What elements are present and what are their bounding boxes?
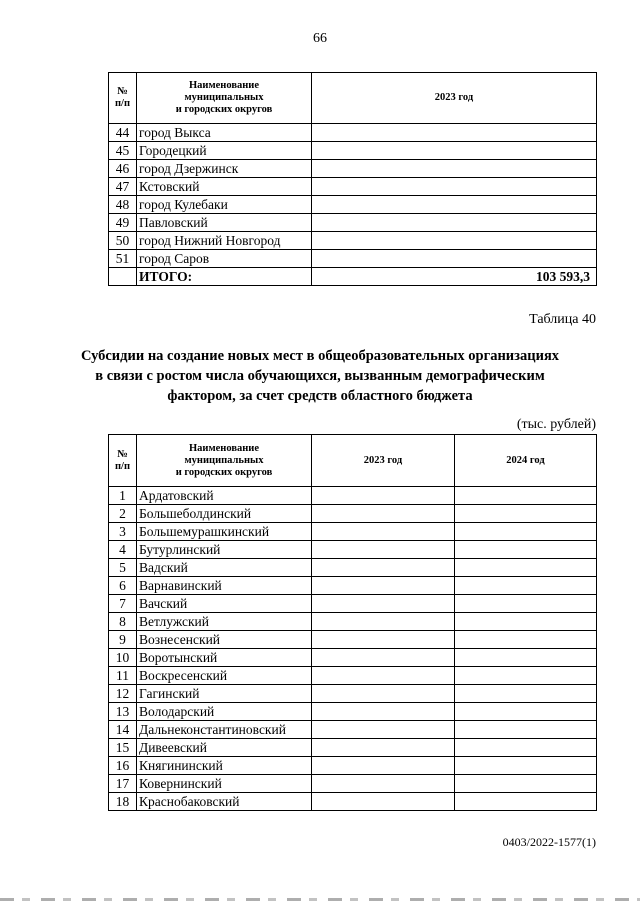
header-year-2023: 2023 год	[312, 435, 455, 487]
value-2023	[312, 178, 597, 196]
table-row	[109, 595, 597, 613]
value-2024	[455, 595, 597, 613]
table-row	[109, 739, 597, 757]
municipality-name: Павловский	[137, 214, 312, 232]
total-row	[109, 268, 597, 286]
municipality-name: Ардатовский	[137, 487, 312, 505]
row-number: 47	[109, 178, 137, 196]
total-label: ИТОГО:	[137, 268, 312, 286]
row-number: 44	[109, 124, 137, 142]
table-row	[109, 505, 597, 523]
municipality-name: город Дзержинск	[137, 160, 312, 178]
table-row	[109, 613, 597, 631]
municipality-name: Кстовский	[137, 178, 312, 196]
header-year-2024: 2024 год	[455, 435, 597, 487]
municipality-name: город Нижний Новгород	[137, 232, 312, 250]
row-number: 17	[109, 775, 137, 793]
municipality-name: Большемурашкинский	[137, 523, 312, 541]
value-2024	[455, 631, 597, 649]
value-2023	[312, 523, 455, 541]
value-2023	[312, 739, 455, 757]
municipality-name: Бутурлинский	[137, 541, 312, 559]
municipality-name: Краснобаковский	[137, 793, 312, 811]
table-row	[109, 793, 597, 811]
value-2023	[312, 757, 455, 775]
value-2023	[312, 487, 455, 505]
value-2024	[455, 757, 597, 775]
municipality-name: Гагинский	[137, 685, 312, 703]
row-number: 51	[109, 250, 137, 268]
row-number: 11	[109, 667, 137, 685]
value-2023	[312, 685, 455, 703]
row-number: 49	[109, 214, 137, 232]
value-2023	[312, 160, 597, 178]
municipality-name: Дивеевский	[137, 739, 312, 757]
value-2024	[455, 685, 597, 703]
row-number: 45	[109, 142, 137, 160]
value-2024	[455, 541, 597, 559]
value-2023	[312, 541, 455, 559]
value-2023	[312, 613, 455, 631]
table-row	[109, 631, 597, 649]
municipality-name: город Кулебаки	[137, 196, 312, 214]
value-2024	[455, 793, 597, 811]
row-number: 9	[109, 631, 137, 649]
value-2023	[312, 505, 455, 523]
table-row	[109, 160, 597, 178]
value-2023	[312, 775, 455, 793]
scan-edge-artifact	[0, 898, 640, 901]
value-2023	[312, 250, 597, 268]
value-2023	[312, 214, 597, 232]
value-2023	[312, 667, 455, 685]
municipality-name: Вачский	[137, 595, 312, 613]
table-row	[109, 559, 597, 577]
municipality-name: Ветлужский	[137, 613, 312, 631]
row-number: 1	[109, 487, 137, 505]
municipality-name: Княгининский	[137, 757, 312, 775]
table-row	[109, 487, 597, 505]
value-2024	[455, 721, 597, 739]
municipality-name: город Саров	[137, 250, 312, 268]
value-2024	[455, 559, 597, 577]
row-number: 16	[109, 757, 137, 775]
value-2024	[455, 703, 597, 721]
header-number: № п/п	[109, 73, 137, 124]
value-2024	[455, 649, 597, 667]
table-row	[109, 541, 597, 559]
row-number: 15	[109, 739, 137, 757]
table-row	[109, 196, 597, 214]
row-number: 6	[109, 577, 137, 595]
header-number: № п/п	[109, 435, 137, 487]
table-row	[109, 649, 597, 667]
value-2023	[312, 124, 597, 142]
value-2023	[312, 196, 597, 214]
table-row	[109, 703, 597, 721]
municipality-name: Большеболдинский	[137, 505, 312, 523]
total-value: 103 593,3	[312, 268, 597, 286]
row-number: 5	[109, 559, 137, 577]
row-number: 4	[109, 541, 137, 559]
table-row	[109, 685, 597, 703]
header-municipality: Наименование муниципальных и городских округов	[137, 435, 312, 487]
value-2023	[312, 631, 455, 649]
value-2024	[455, 487, 597, 505]
header-year-2023: 2023 год	[312, 73, 597, 124]
table-row	[109, 523, 597, 541]
value-2024	[455, 505, 597, 523]
units-label: (тыс. рублей)	[516, 417, 596, 432]
value-2024	[455, 667, 597, 685]
table-row	[109, 775, 597, 793]
table-row	[109, 214, 597, 232]
value-2023	[312, 559, 455, 577]
row-number: 14	[109, 721, 137, 739]
municipality-name: Ковернинский	[137, 775, 312, 793]
value-2024	[455, 739, 597, 757]
value-2024	[455, 523, 597, 541]
value-2024	[455, 775, 597, 793]
value-2023	[312, 793, 455, 811]
municipality-name: Городецкий	[137, 142, 312, 160]
row-number: 7	[109, 595, 137, 613]
row-number: 48	[109, 196, 137, 214]
row-number: 46	[109, 160, 137, 178]
allocation-table-continued	[108, 72, 597, 286]
value-2023	[312, 595, 455, 613]
row-number: 10	[109, 649, 137, 667]
value-2023	[312, 721, 455, 739]
value-2023	[312, 577, 455, 595]
municipality-name: Воротынский	[137, 649, 312, 667]
row-number: 13	[109, 703, 137, 721]
row-number: 2	[109, 505, 137, 523]
municipality-name: город Выкса	[137, 124, 312, 142]
total-number-cell	[109, 268, 137, 286]
row-number: 12	[109, 685, 137, 703]
municipality-name: Вознесенский	[137, 631, 312, 649]
municipality-name: Вадский	[137, 559, 312, 577]
value-2024	[455, 613, 597, 631]
table-row	[109, 124, 597, 142]
row-number: 50	[109, 232, 137, 250]
row-number: 18	[109, 793, 137, 811]
municipality-name: Варнавинский	[137, 577, 312, 595]
table-row	[109, 757, 597, 775]
row-number: 8	[109, 613, 137, 631]
table-row	[109, 721, 597, 739]
table-title: Субсидии на создание новых мест в общеобразовательных организациях в связи с ростом числа обучающихся, вызванным демографическим фактором, за счет средств областного бюджета	[80, 348, 560, 404]
municipality-name: Дальнеконстантиновский	[137, 721, 312, 739]
subsidy-table-40	[108, 434, 597, 811]
table-row	[109, 178, 597, 196]
value-2023	[312, 142, 597, 160]
table-body	[109, 124, 597, 286]
table-row	[109, 142, 597, 160]
table-row	[109, 667, 597, 685]
value-2023	[312, 649, 455, 667]
value-2023	[312, 703, 455, 721]
value-2023	[312, 232, 597, 250]
municipality-name: Володарский	[137, 703, 312, 721]
row-number: 3	[109, 523, 137, 541]
table-row	[109, 250, 597, 268]
header-municipality: Наименование муниципальных и городских округов	[137, 73, 312, 124]
table-row	[109, 577, 597, 595]
table-label: Таблица 40	[529, 312, 596, 327]
table-header-row	[109, 73, 597, 124]
table-row	[109, 232, 597, 250]
table-header-row	[109, 435, 597, 487]
municipality-name: Воскресенский	[137, 667, 312, 685]
document-number: 0403/2022-1577(1)	[502, 835, 596, 849]
value-2024	[455, 577, 597, 595]
page-number: 66	[313, 31, 327, 46]
table-body	[109, 487, 597, 811]
